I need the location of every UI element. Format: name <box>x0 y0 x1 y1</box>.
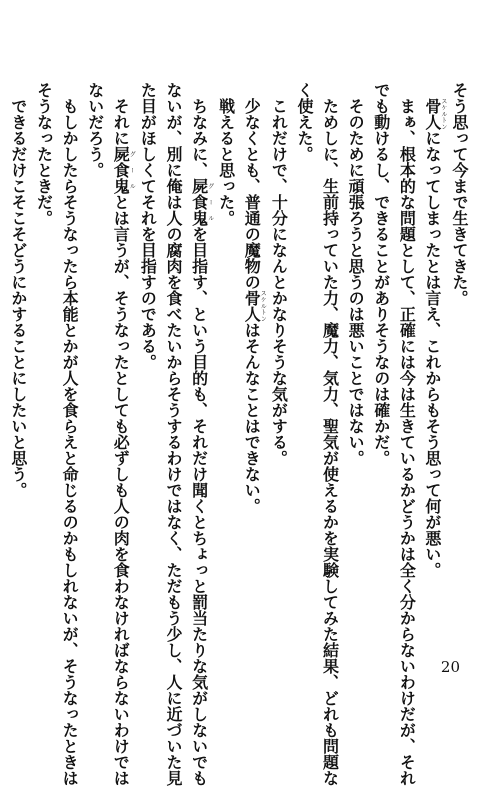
ruby-base: 骨人 <box>422 98 442 130</box>
text-line <box>108 82 136 786</box>
text-segment: そう思って今まで生きてきた。 <box>450 82 469 306</box>
ruby-reading: スケルトン <box>439 98 447 130</box>
text-line <box>213 82 239 622</box>
text-segment: でも動けるし、できることがありそうなのは確かだ。 <box>371 82 391 466</box>
ruby-word <box>242 290 267 322</box>
ruby-word <box>111 146 136 194</box>
ruby-word <box>189 178 214 226</box>
text-line <box>135 82 161 622</box>
text-line <box>5 82 31 622</box>
text-segment: ないだろう。 <box>85 82 105 178</box>
ruby-reading: グール <box>128 146 136 194</box>
ruby-base: 骨人 <box>242 290 262 322</box>
text-segment: く使えた。 <box>294 82 314 162</box>
page-number: 20 <box>440 658 460 676</box>
text-line <box>82 82 108 622</box>
text-segment: 戦えると思った。 <box>216 98 236 226</box>
text-line <box>160 82 186 786</box>
text-segment: 少なくとも、普通の魔物の <box>242 98 262 290</box>
ruby-base: 屍食鬼 <box>111 146 131 194</box>
text-segment: できるだけこそこそどうにかすることにしたいと思う。 <box>8 98 28 498</box>
text-line <box>343 82 369 622</box>
ruby-reading: グール <box>206 178 214 226</box>
text-segment: そのために頑張ろうと思うのは悪いことではない。 <box>346 98 366 466</box>
text-line <box>291 82 317 622</box>
text-segment: まぁ、根本的な問題として、正確には今は生きているかどうかは全く分からないわけだが、それ <box>397 98 417 786</box>
text-segment: ないが、別に俺は人の腐肉を食べたいからそうするわけではなく、ただもう少し、人に近づいた見 <box>163 82 183 786</box>
text-line <box>239 82 266 622</box>
text-line <box>31 82 57 622</box>
text-segment: ちなみに、 <box>189 98 209 178</box>
text-line <box>446 82 472 622</box>
text-line <box>186 82 214 786</box>
text-line <box>394 82 420 786</box>
text-segment: はそんなことはできない。 <box>242 322 262 514</box>
text-segment: ためしに、生前持っていた力、魔力、気力、聖気が使えるかを実験してみた結果、どれも問題な <box>320 98 340 786</box>
text-segment: を目指す、という目的も、それだけ聞くとちょっと罰当たりな気がしないでも <box>189 226 209 786</box>
text-segment: た目がほしくてそれを目指すのである。 <box>138 82 158 370</box>
text-line <box>317 82 343 786</box>
text-line <box>419 82 446 622</box>
text-segment: そうなったときだ。 <box>34 82 54 226</box>
text-segment: もしかしたらそうなったら本能とかが人を食らえと命じるのかもしれないが、そうなったときは <box>60 98 80 786</box>
ruby-reading: スケルトン <box>259 290 267 322</box>
ruby-base: 屍食鬼 <box>189 178 209 226</box>
text-line <box>368 82 394 622</box>
text-segment: になってしまったとは言え、これからもそう思って何が悪い。 <box>422 130 442 578</box>
text-segment: それに <box>111 98 131 146</box>
text-segment: これだけで、十分になんとかなりそうな気がする。 <box>269 98 289 466</box>
text-line <box>266 82 292 622</box>
text-line <box>57 82 83 786</box>
text-segment: とは言うが、そうなったとしても必ずしも人の肉を食わなければならないわけでは <box>111 194 131 786</box>
ruby-word <box>422 98 447 130</box>
